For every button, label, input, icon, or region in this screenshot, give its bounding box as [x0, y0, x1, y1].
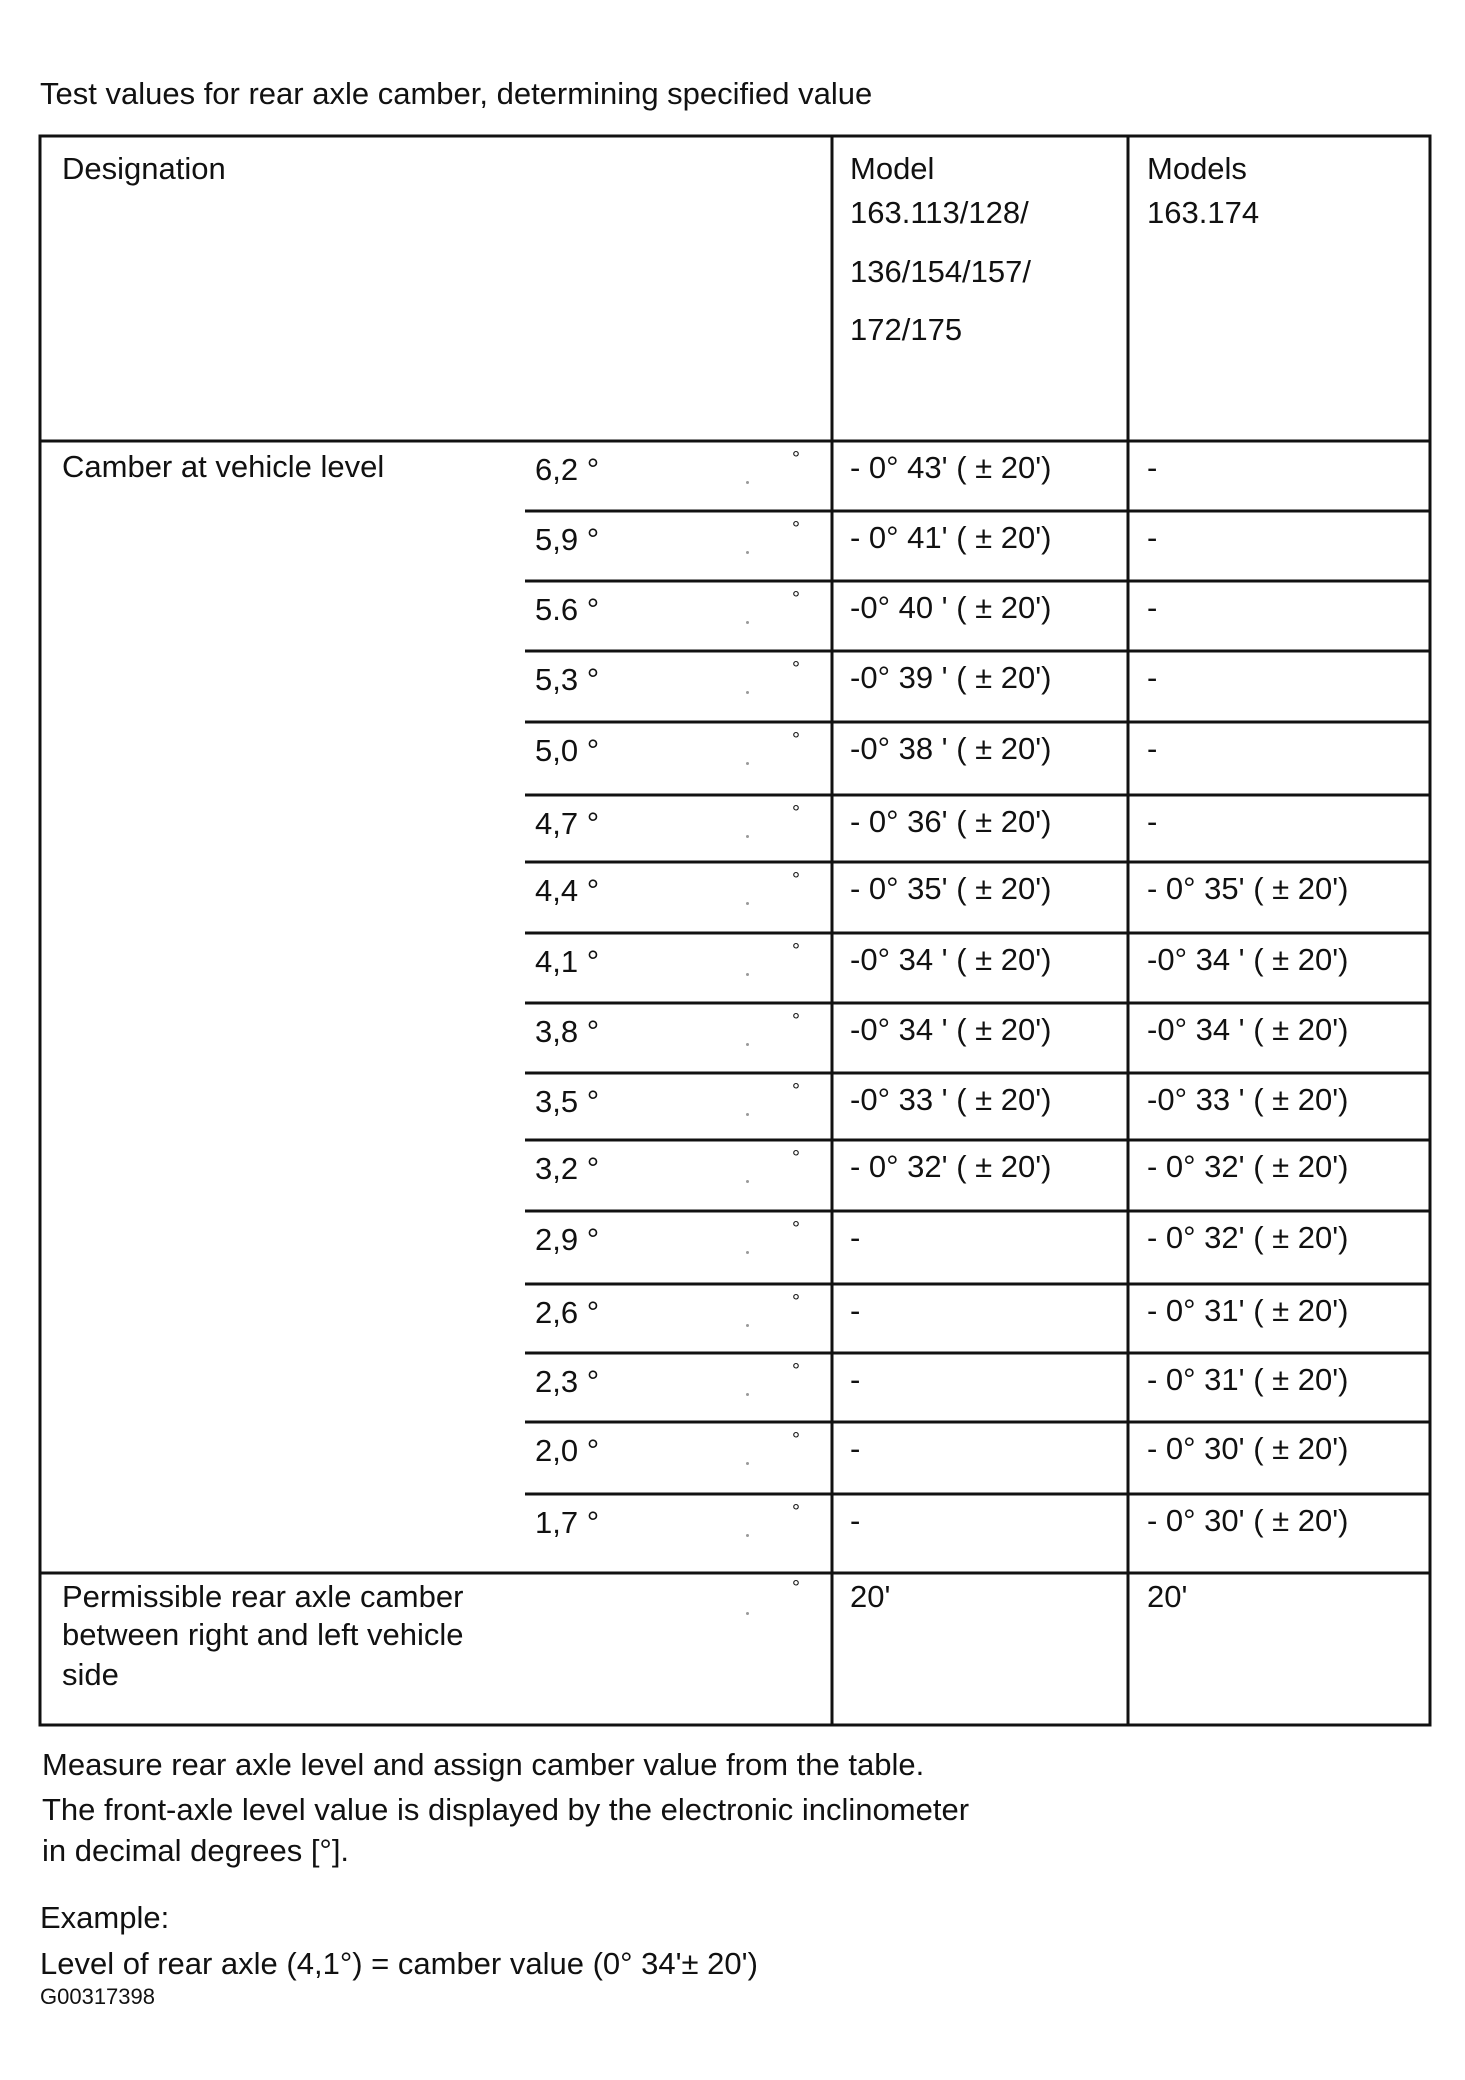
- faint-dot: [746, 1180, 749, 1183]
- figure-code: G00317398: [40, 1984, 155, 2009]
- faint-dot: [746, 835, 749, 838]
- models-camber-value: - 0° 30' ( ± 20'): [1147, 1503, 1349, 1538]
- models-camber-value: - 0° 31' ( ± 20'): [1147, 1293, 1349, 1328]
- models-header-line: Models: [1147, 151, 1247, 186]
- row-degree-mark: °: [792, 940, 800, 962]
- row-degree-mark: °: [792, 588, 800, 610]
- permissible-label-line: between right and left vehicle: [62, 1617, 464, 1652]
- level-value: 4,1 °: [535, 944, 600, 979]
- model-camber-value: - 0° 43' ( ± 20'): [850, 450, 1052, 485]
- level-value: 3,5 °: [535, 1084, 600, 1119]
- models-camber-value: - 0° 30' ( ± 20'): [1147, 1431, 1349, 1466]
- model-camber-value: -0° 34 ' ( ± 20'): [850, 1012, 1052, 1047]
- models-camber-value: -: [1147, 520, 1158, 555]
- model-camber-value: -: [850, 1503, 861, 1538]
- level-value: 5,3 °: [535, 662, 600, 697]
- faint-dot: [746, 481, 749, 484]
- level-value: 3,8 °: [535, 1014, 600, 1049]
- model-camber-value: - 0° 41' ( ± 20'): [850, 520, 1052, 555]
- permissible-label-line: side: [62, 1657, 119, 1692]
- model-camber-value: -: [850, 1220, 861, 1255]
- faint-dot: [746, 621, 749, 624]
- models-camber-value: -: [1147, 731, 1158, 766]
- faint-dot: [746, 1534, 749, 1537]
- row-degree-mark: °: [792, 658, 800, 680]
- model-camber-value: - 0° 35' ( ± 20'): [850, 871, 1052, 906]
- row-degree-mark: °: [792, 1291, 800, 1313]
- models-camber-value: -0° 34 ' ( ± 20'): [1147, 942, 1349, 977]
- permissible-models-value: 20': [1147, 1579, 1188, 1614]
- faint-dot: [746, 1043, 749, 1046]
- row-degree-mark: °: [792, 1429, 800, 1451]
- level-value: 2,6 °: [535, 1295, 600, 1330]
- models-camber-value: - 0° 32' ( ± 20'): [1147, 1220, 1349, 1255]
- level-value: 5.6 °: [535, 592, 600, 627]
- models-camber-value: -: [1147, 450, 1158, 485]
- model-camber-value: -0° 40 ' ( ± 20'): [850, 590, 1052, 625]
- permissible-label-line: Permissible rear axle camber: [62, 1579, 464, 1614]
- models-camber-value: -: [1147, 590, 1158, 625]
- faint-dot: [746, 902, 749, 905]
- level-value: 2,9 °: [535, 1222, 600, 1257]
- faint-dot: [746, 691, 749, 694]
- document-title: Test values for rear axle camber, determining specified value: [40, 76, 873, 111]
- model-header-line: 163.113/128/: [850, 195, 1029, 230]
- row-degree-mark: °: [792, 518, 800, 540]
- model-camber-value: -: [850, 1431, 861, 1466]
- row-degree-mark: °: [792, 448, 800, 470]
- models-camber-value: -: [1147, 804, 1158, 839]
- level-value: 2,3 °: [535, 1364, 600, 1399]
- faint-dot: [746, 1462, 749, 1465]
- model-header-line: 172/175: [850, 312, 963, 347]
- faint-dot: [746, 551, 749, 554]
- model-camber-value: -: [850, 1362, 861, 1397]
- designation-header: Designation: [62, 151, 226, 186]
- row-degree-mark: °: [792, 729, 800, 751]
- row-degree-mark: °: [792, 869, 800, 891]
- faint-dot: [746, 973, 749, 976]
- level-value: 2,0 °: [535, 1433, 600, 1468]
- model-camber-value: -: [850, 1293, 861, 1328]
- model-header-line: Model: [850, 151, 935, 186]
- row-degree-mark: °: [792, 1080, 800, 1102]
- model-camber-value: - 0° 32' ( ± 20'): [850, 1149, 1052, 1184]
- row-degree-mark: °: [792, 1010, 800, 1032]
- models-camber-value: -0° 34 ' ( ± 20'): [1147, 1012, 1349, 1047]
- model-camber-value: - 0° 36' ( ± 20'): [850, 804, 1052, 839]
- model-camber-value: -0° 34 ' ( ± 20'): [850, 942, 1052, 977]
- model-header-line: 136/154/157/: [850, 254, 1032, 289]
- row-degree-mark: °: [792, 802, 800, 824]
- row-degree-mark: °: [792, 1360, 800, 1382]
- faint-dot: [746, 762, 749, 765]
- permissible-model-value: 20': [850, 1579, 891, 1614]
- row-degree-mark: °: [792, 1147, 800, 1169]
- level-value: 1,7 °: [535, 1505, 600, 1540]
- row-degree-mark: °: [792, 1501, 800, 1523]
- camber-label: Camber at vehicle level: [62, 449, 385, 484]
- model-camber-value: -0° 38 ' ( ± 20'): [850, 731, 1052, 766]
- faint-dot: [746, 1113, 749, 1116]
- level-value: 4,4 °: [535, 873, 600, 908]
- example-text: Level of rear axle (4,1°) = camber value (0° 34'± 20'): [40, 1946, 758, 1981]
- faint-dot: [746, 1393, 749, 1396]
- level-value: 3,2 °: [535, 1151, 600, 1186]
- note-line-2: The front-axle level value is displayed by the electronic inclinometer: [42, 1792, 970, 1827]
- level-value: 4,7 °: [535, 806, 600, 841]
- faint-dot: [746, 1251, 749, 1254]
- model-camber-value: -0° 33 ' ( ± 20'): [850, 1082, 1052, 1117]
- example-label: Example:: [40, 1900, 170, 1935]
- models-camber-value: -: [1147, 660, 1158, 695]
- note-line-1: Measure rear axle level and assign camber value from the table.: [42, 1747, 925, 1782]
- faint-dot: [746, 1324, 749, 1327]
- level-value: 6,2 °: [535, 452, 600, 487]
- permissible-degree-mark: °: [792, 1577, 800, 1599]
- faint-dot: [746, 1612, 749, 1615]
- models-camber-value: - 0° 32' ( ± 20'): [1147, 1149, 1349, 1184]
- model-camber-value: -0° 39 ' ( ± 20'): [850, 660, 1052, 695]
- models-camber-value: - 0° 35' ( ± 20'): [1147, 871, 1349, 906]
- note-line-3: in decimal degrees [°].: [42, 1833, 350, 1868]
- models-camber-value: - 0° 31' ( ± 20'): [1147, 1362, 1349, 1397]
- level-value: 5,9 °: [535, 522, 600, 557]
- level-value: 5,0 °: [535, 733, 600, 768]
- row-degree-mark: °: [792, 1218, 800, 1240]
- models-header-line: 163.174: [1147, 195, 1260, 230]
- models-camber-value: -0° 33 ' ( ± 20'): [1147, 1082, 1349, 1117]
